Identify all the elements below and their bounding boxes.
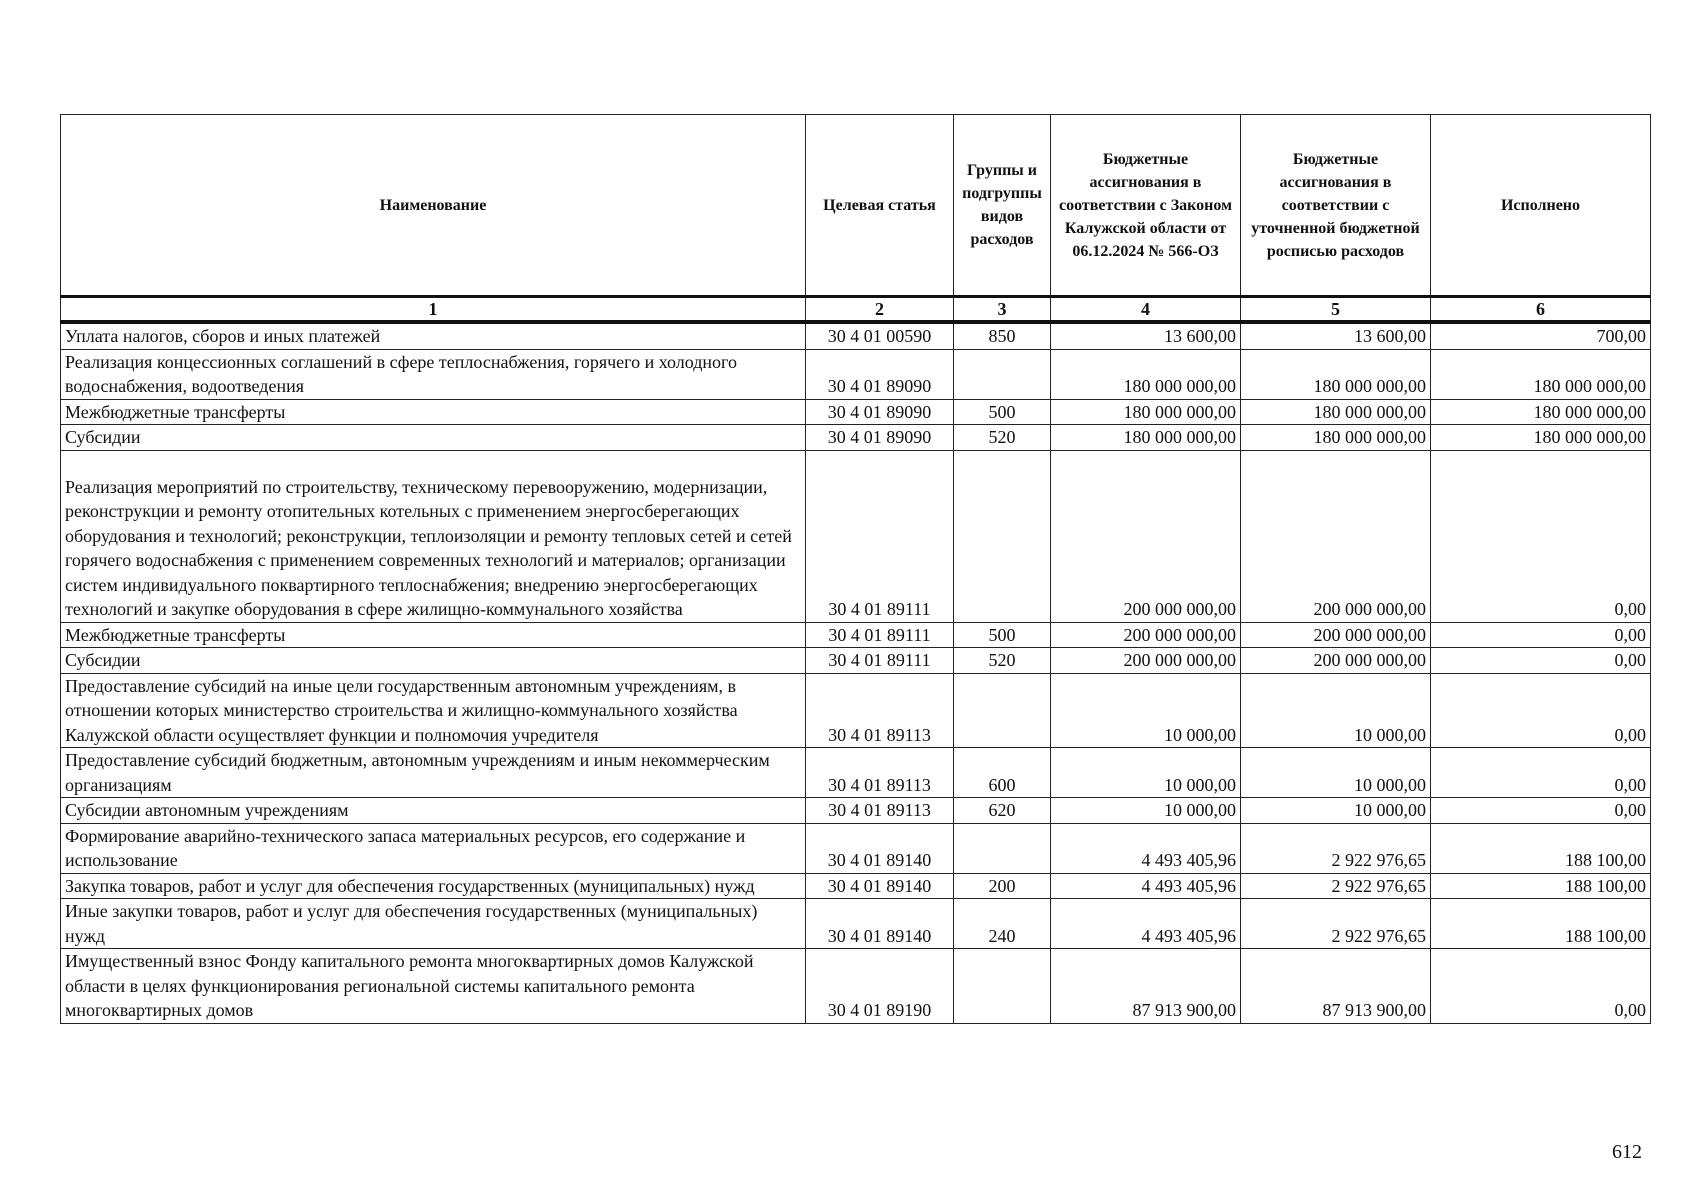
row-executed-amount: 180 000 000,00 — [1431, 349, 1651, 399]
row-refined-amount: 10 000,00 — [1241, 673, 1431, 748]
row-name: Иные закупки товаров, работ и услуг для обеспечения государственных (муниципальных) нужд — [61, 899, 806, 949]
row-law-amount: 10 000,00 — [1051, 748, 1241, 798]
row-target-article: 30 4 01 89113 — [806, 673, 954, 748]
row-executed-amount: 0,00 — [1431, 450, 1651, 622]
row-executed-amount: 700,00 — [1431, 322, 1651, 349]
table-row — [61, 673, 1651, 748]
row-name: Межбюджетные трансферты — [61, 399, 806, 425]
header-target-article: Целевая статья — [806, 115, 954, 297]
row-executed-amount: 0,00 — [1431, 622, 1651, 648]
row-executed-amount: 0,00 — [1431, 673, 1651, 748]
row-executed-amount: 0,00 — [1431, 648, 1651, 674]
row-target-article: 30 4 01 89111 — [806, 450, 954, 622]
row-name: Межбюджетные трансферты — [61, 622, 806, 648]
row-expense-group — [954, 823, 1051, 873]
row-executed-amount: 0,00 — [1431, 748, 1651, 798]
header-expense-groups: Группы и подгруппы видов расходов — [954, 115, 1051, 297]
row-law-amount: 87 913 900,00 — [1051, 949, 1241, 1024]
row-executed-amount: 188 100,00 — [1431, 873, 1651, 899]
row-expense-group — [954, 349, 1051, 399]
row-expense-group: 850 — [954, 322, 1051, 349]
row-executed-amount: 180 000 000,00 — [1431, 399, 1651, 425]
row-executed-amount: 188 100,00 — [1431, 823, 1651, 873]
row-name: Уплата налогов, сборов и иных платежей — [61, 322, 806, 349]
column-number: 2 — [806, 297, 954, 323]
row-name: Реализация концессионных соглашений в сфере теплоснабжения, горячего и холодного водоснабжения, водоотведения — [61, 349, 806, 399]
row-name: Субсидии автономным учреждениям — [61, 798, 806, 824]
row-expense-group: 200 — [954, 873, 1051, 899]
row-refined-amount: 200 000 000,00 — [1241, 450, 1431, 622]
header-refined-allocations: Бюджетные ассигнования в соответствии с уточненной бюджетной росписью расходов — [1241, 115, 1431, 297]
table-row — [61, 648, 1651, 674]
row-target-article: 30 4 01 89140 — [806, 899, 954, 949]
row-target-article: 30 4 01 89190 — [806, 949, 954, 1024]
column-number: 1 — [61, 297, 806, 323]
row-name: Предоставление субсидий бюджетным, автономным учреждениям и иным некоммерческим организациям — [61, 748, 806, 798]
row-law-amount: 10 000,00 — [1051, 673, 1241, 748]
row-refined-amount: 2 922 976,65 — [1241, 823, 1431, 873]
table-row — [61, 873, 1651, 899]
row-target-article: 30 4 01 89111 — [806, 648, 954, 674]
table-row — [61, 899, 1651, 949]
row-target-article: 30 4 01 00590 — [806, 322, 954, 349]
row-expense-group: 520 — [954, 425, 1051, 451]
row-law-amount: 200 000 000,00 — [1051, 622, 1241, 648]
row-target-article: 30 4 01 89140 — [806, 873, 954, 899]
row-refined-amount: 87 913 900,00 — [1241, 949, 1431, 1024]
row-expense-group — [954, 450, 1051, 622]
row-name: Субсидии — [61, 425, 806, 451]
row-refined-amount: 200 000 000,00 — [1241, 622, 1431, 648]
page-number: 612 — [1612, 1141, 1642, 1163]
row-refined-amount: 200 000 000,00 — [1241, 648, 1431, 674]
column-number-row — [61, 297, 1651, 323]
row-refined-amount: 2 922 976,65 — [1241, 899, 1431, 949]
row-name: Реализация мероприятий по строительству, техническому перевооружению, модернизации, реконструкции и ремонту отопительных котельных с применением энергосберегающих оборудования и технологий; реконструкции, теплоизоляции и ремонту тепловых сетей и сетей горячего водоснабжения с применением современных технологий и материалов; организации систем индивидуального поквартирного теплоснабжения; внедрению энергосберегающих технологий и закупке оборудования в сфере жилищно-коммунального хозяйства — [61, 450, 806, 622]
row-expense-group: 500 — [954, 399, 1051, 425]
row-executed-amount: 188 100,00 — [1431, 899, 1651, 949]
row-refined-amount: 180 000 000,00 — [1241, 349, 1431, 399]
budget-table — [60, 114, 1651, 1024]
row-executed-amount: 180 000 000,00 — [1431, 425, 1651, 451]
column-number: 4 — [1051, 297, 1241, 323]
column-number: 3 — [954, 297, 1051, 323]
row-target-article: 30 4 01 89090 — [806, 349, 954, 399]
row-name: Формирование аварийно-технического запаса материальных ресурсов, его содержание и использование — [61, 823, 806, 873]
row-refined-amount: 10 000,00 — [1241, 748, 1431, 798]
row-law-amount: 180 000 000,00 — [1051, 349, 1241, 399]
row-name: Предоставление субсидий на иные цели государственным автономным учреждениям, в отношении которых министерство строительства и жилищно-коммунального хозяйства Калужской области осуществляет функции и полномочия учредителя — [61, 673, 806, 748]
row-name: Имущественный взнос Фонду капитального ремонта многоквартирных домов Калужской области в целях функционирования региональной системы капитального ремонта многоквартирных домов — [61, 949, 806, 1024]
table-row — [61, 322, 1651, 349]
header-law-allocations: Бюджетные ассигнования в соответствии с Законом Калужской области от 06.12.2024 № 566-ОЗ — [1051, 115, 1241, 297]
table-row — [61, 622, 1651, 648]
row-name: Субсидии — [61, 648, 806, 674]
table-row — [61, 748, 1651, 798]
row-expense-group: 620 — [954, 798, 1051, 824]
row-law-amount: 200 000 000,00 — [1051, 450, 1241, 622]
row-target-article: 30 4 01 89140 — [806, 823, 954, 873]
row-target-article: 30 4 01 89113 — [806, 798, 954, 824]
table-row — [61, 450, 1651, 622]
table-row — [61, 399, 1651, 425]
row-executed-amount: 0,00 — [1431, 949, 1651, 1024]
budget-table-container — [60, 114, 1650, 1024]
row-target-article: 30 4 01 89090 — [806, 399, 954, 425]
row-law-amount: 4 493 405,96 — [1051, 873, 1241, 899]
row-law-amount: 13 600,00 — [1051, 322, 1241, 349]
table-row — [61, 349, 1651, 399]
row-law-amount: 180 000 000,00 — [1051, 425, 1241, 451]
row-refined-amount: 180 000 000,00 — [1241, 399, 1431, 425]
row-target-article: 30 4 01 89090 — [806, 425, 954, 451]
row-expense-group — [954, 673, 1051, 748]
row-expense-group: 520 — [954, 648, 1051, 674]
row-expense-group: 500 — [954, 622, 1051, 648]
column-number: 6 — [1431, 297, 1651, 323]
row-refined-amount: 180 000 000,00 — [1241, 425, 1431, 451]
row-refined-amount: 2 922 976,65 — [1241, 873, 1431, 899]
row-refined-amount: 13 600,00 — [1241, 322, 1431, 349]
table-header-row — [61, 115, 1651, 297]
row-law-amount: 4 493 405,96 — [1051, 899, 1241, 949]
table-row — [61, 798, 1651, 824]
row-law-amount: 200 000 000,00 — [1051, 648, 1241, 674]
row-law-amount: 180 000 000,00 — [1051, 399, 1241, 425]
column-number: 5 — [1241, 297, 1431, 323]
header-executed: Исполнено — [1431, 115, 1651, 297]
row-law-amount: 4 493 405,96 — [1051, 823, 1241, 873]
row-expense-group: 600 — [954, 748, 1051, 798]
header-name: Наименование — [61, 115, 806, 297]
row-target-article: 30 4 01 89113 — [806, 748, 954, 798]
row-executed-amount: 0,00 — [1431, 798, 1651, 824]
table-row — [61, 949, 1651, 1024]
row-law-amount: 10 000,00 — [1051, 798, 1241, 824]
table-row — [61, 425, 1651, 451]
row-name: Закупка товаров, работ и услуг для обеспечения государственных (муниципальных) нужд — [61, 873, 806, 899]
table-row — [61, 823, 1651, 873]
row-expense-group — [954, 949, 1051, 1024]
row-expense-group: 240 — [954, 899, 1051, 949]
row-target-article: 30 4 01 89111 — [806, 622, 954, 648]
row-refined-amount: 10 000,00 — [1241, 798, 1431, 824]
